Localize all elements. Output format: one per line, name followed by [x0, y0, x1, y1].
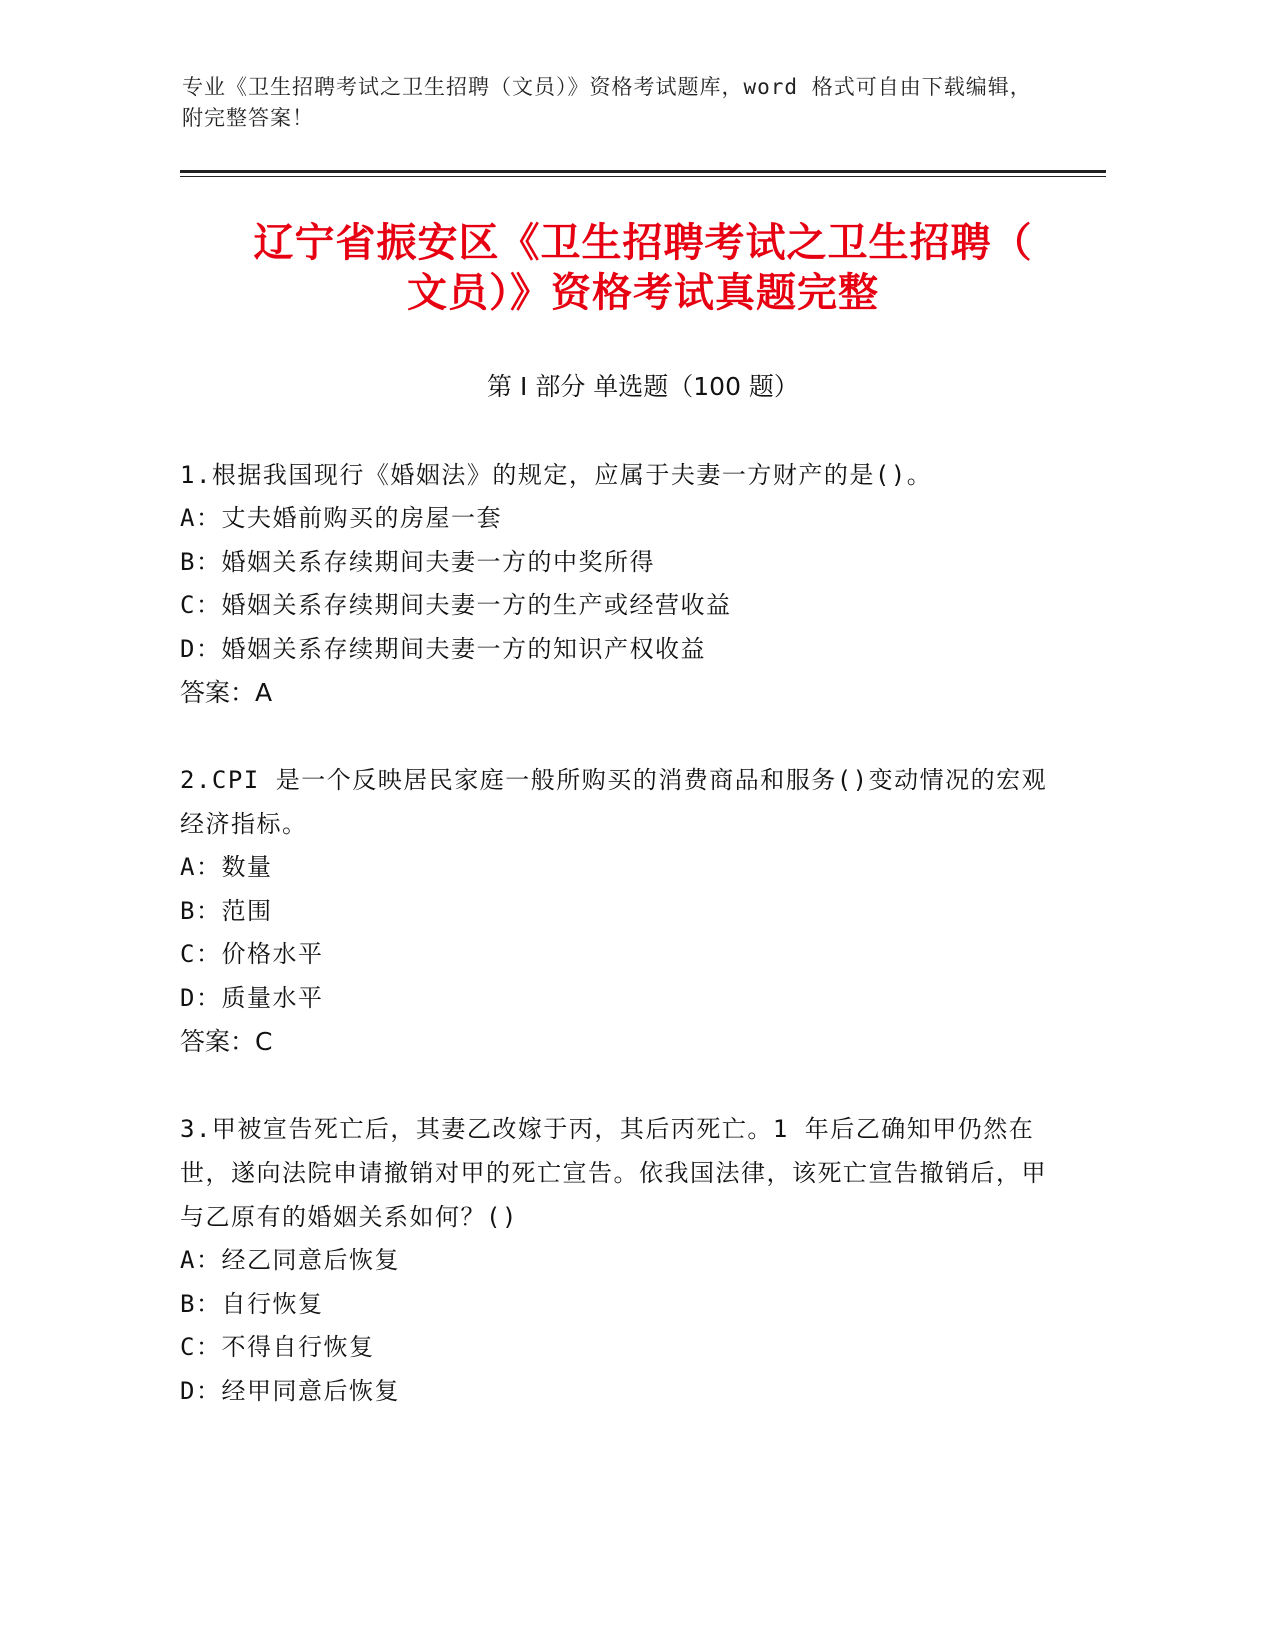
question-text: 1.根据我国现行《婚姻法》的规定，应属于夫妻一方财产的是()。: [180, 461, 933, 489]
option-d: D：质量水平: [180, 983, 324, 1012]
question-text: 2.CPI 是一个反映居民家庭一般所购买的消费商品和服务()变动情况的宏观经济指标。: [180, 766, 1048, 838]
header-divider-thin: [180, 176, 1106, 177]
option-b: B：范围: [180, 896, 273, 925]
question-text: 3.甲被宣告死亡后，其妻乙改嫁于丙，其后丙死亡。1 年后乙确知甲仍然在世，遂向法院申请撤销对甲的死亡宣告。依我国法律，该死亡宣告撤销后，甲与乙原有的婚姻关系如何？(): [180, 1115, 1047, 1231]
answer-label: 答案：A: [180, 678, 273, 707]
title-line-1: 辽宁省振安区《卫生招聘考试之卫生招聘（: [253, 220, 1033, 266]
question-2: [180, 758, 1060, 1064]
option-d: D：经甲同意后恢复: [180, 1376, 400, 1405]
option-c: C：不得自行恢复: [180, 1333, 375, 1361]
section-heading: 第 I 部分 单选题（100 题）: [487, 372, 799, 401]
header-divider-thick: [180, 170, 1106, 173]
option-c: C：价格水平: [180, 940, 324, 968]
title-line-2: 文员）》资格考试真题完整: [407, 270, 879, 316]
option-b: B：自行恢复: [180, 1289, 324, 1318]
question-1: [180, 453, 1060, 715]
header-note: 专业《卫生招聘考试之卫生招聘（文员）》资格考试题库，word 格式可自由下载编辑，附完整答案！: [182, 75, 1032, 130]
option-a: A：丈夫婚前购买的房屋一套: [180, 504, 502, 532]
question-3: [180, 1107, 1060, 1413]
option-b: B：婚姻关系存续期间夫妻一方的中奖所得: [180, 547, 655, 576]
answer-label: 答案：C: [180, 1027, 273, 1056]
option-d: D：婚姻关系存续期间夫妻一方的知识产权收益: [180, 634, 706, 663]
document-title: [180, 218, 1106, 318]
option-a: A：经乙同意后恢复: [180, 1246, 400, 1274]
option-a: A：数量: [180, 853, 273, 881]
option-c: C：婚姻关系存续期间夫妻一方的生产或经营收益: [180, 591, 732, 619]
